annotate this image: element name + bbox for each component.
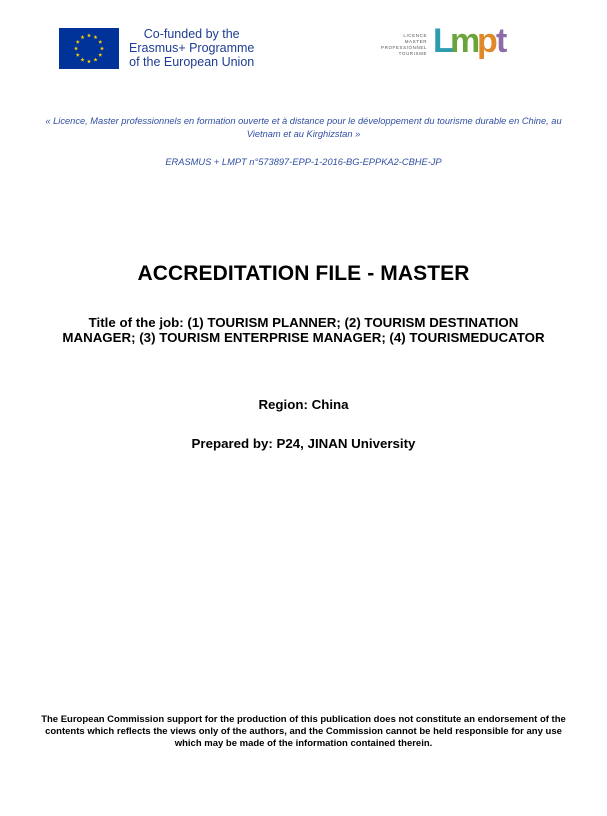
- prepared-by: Prepared by: P24, JINAN University: [191, 436, 416, 451]
- lmpt-caption-line: LICENCE: [403, 33, 428, 38]
- eu-logo-line3: of the European Union: [129, 55, 255, 69]
- eu-erasmus-logo: [59, 27, 254, 69]
- eu-star-icon: [87, 59, 91, 63]
- eu-star-icon: [76, 52, 80, 56]
- page-title: ACCREDITATION FILE - MASTER: [137, 262, 470, 285]
- lmpt-caption-line: MASTER: [404, 39, 428, 44]
- project-quote: « Licence, Master professionnels en formation ouverte et à distance pour le développement du tourisme durable en Chine, au Vietnam et au Kirghizstan »: [45, 116, 562, 139]
- eu-star-icon: [87, 33, 91, 37]
- eu-logo-line1: Co-funded by the: [143, 27, 240, 41]
- eu-star-icon: [80, 57, 84, 61]
- eu-star-icon: [98, 39, 102, 43]
- eu-stars-icon: [59, 28, 119, 69]
- eu-logo-line2: Erasmus+ Programme: [129, 41, 255, 55]
- eu-star-icon: [80, 35, 84, 39]
- eu-star-icon: [76, 39, 80, 43]
- lmpt-wordmark: [431, 16, 517, 74]
- disclaimer: The European Commission support for the production of this publication does not constitute an endorsement of the contents which reflects the views only of the authors, and the Commission cannot be held responsible for any use which may be made of the information contained therein.: [41, 714, 566, 750]
- eu-star-icon: [93, 57, 97, 61]
- job-title: Title of the job: (1) TOURISM PLANNER; (2) TOURISM DESTINATION MANAGER; (3) TOURISM ENTERPRISE MANAGER; (4) TOURISMEDUCATOR: [62, 315, 545, 345]
- lmpt-letter: p: [477, 22, 498, 60]
- lmpt-logo: [381, 16, 517, 74]
- lmpt-letter: m: [450, 22, 481, 60]
- project-reference: ERASMUS + LMPT n°573897-EPP-1-2016-BG-EPPKA2-CBHE-JP: [165, 157, 442, 167]
- eu-logo-text: [129, 27, 254, 69]
- lmpt-caption-line: PROFESSIONNEL: [381, 45, 428, 50]
- eu-star-icon: [74, 46, 78, 50]
- eu-star-icon: [98, 52, 102, 56]
- lmpt-letter: L: [433, 22, 454, 60]
- lmpt-caption-line: TOURISME: [398, 51, 428, 56]
- eu-star-icon: [93, 35, 97, 39]
- eu-flag-icon: [59, 28, 119, 69]
- lmpt-letter: t: [496, 22, 508, 60]
- eu-star-icon: [100, 46, 104, 50]
- lmpt-logo-caption: [381, 33, 427, 57]
- lmpt-wordmark-icon: [431, 16, 517, 74]
- region: Region: China: [258, 397, 349, 412]
